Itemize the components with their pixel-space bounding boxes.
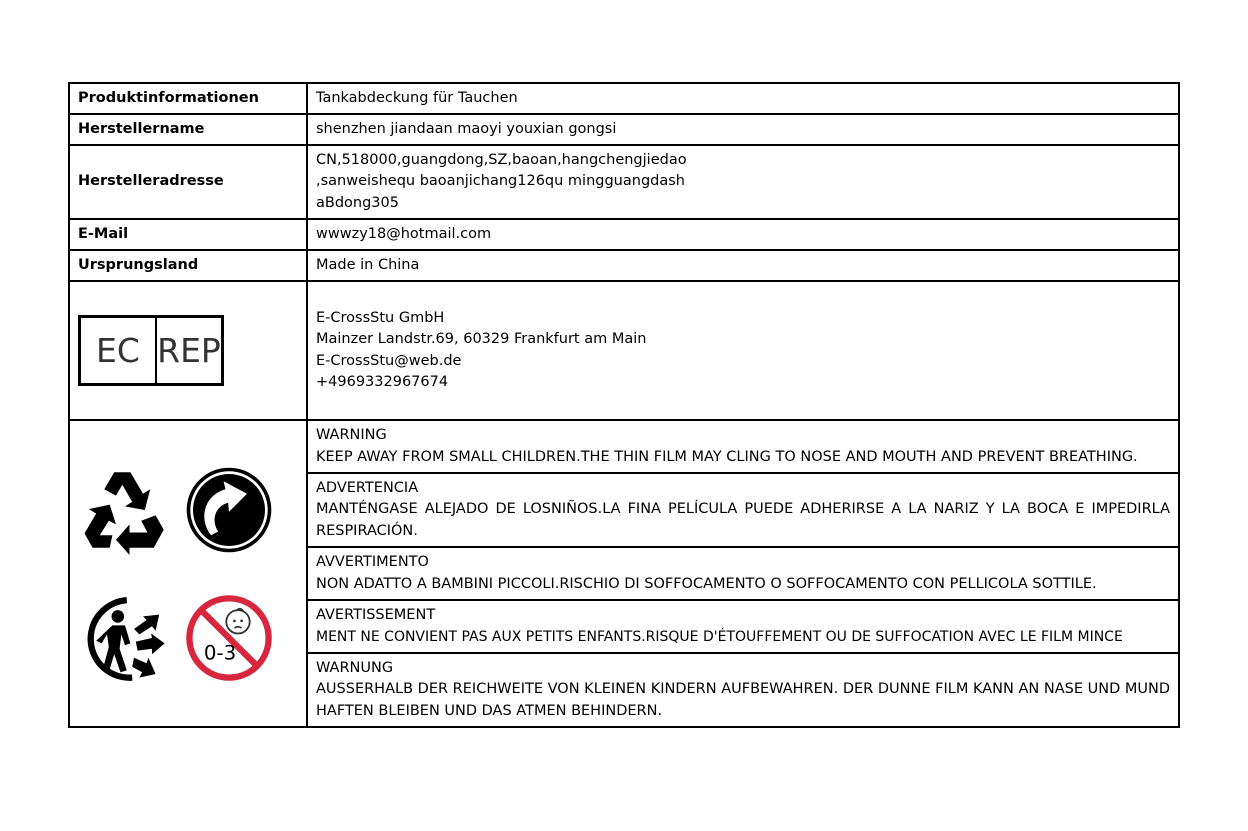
symbols-cell	[69, 420, 307, 727]
symbols-grid	[78, 465, 298, 683]
ec-rep-phone: +4969332967674	[316, 374, 449, 390]
warning-title: AVVERTIMENTO	[316, 554, 429, 570]
country-of-origin-label: Ursprungsland	[69, 250, 307, 281]
manufacturer-address-label: Herstelleradresse	[69, 145, 307, 219]
product-info-table	[68, 82, 1180, 728]
ec-rep-email: E-CrossStu@web.de	[316, 352, 462, 369]
country-of-origin-value: Made in China	[307, 250, 1179, 281]
address-line: ,sanweishequ baoanjichang126qu mingguangdash	[316, 173, 685, 190]
product-info-value: Tankabdeckung für Tauchen	[307, 83, 1179, 114]
table-row	[69, 281, 1179, 420]
address-line: CN,518000,guangdong,SZ,baoan,hangchengjiedao	[316, 151, 687, 168]
ec-rep-address: Mainzer Landstr.69, 60329 Frankfurt am Main	[316, 331, 647, 347]
email-label: E-Mail	[69, 219, 307, 250]
table-row	[69, 145, 1179, 219]
product-info-label: Produktinformationen	[69, 83, 307, 114]
table-row	[69, 114, 1179, 145]
warning-title: WARNUNG	[316, 659, 394, 676]
age-range-label: 0-3	[203, 641, 237, 665]
table-row	[69, 420, 1179, 473]
warning-text: AUSSERHALB DER REICHWEITE VON KLEINEN KINDERN AUFBEWAHREN. DER DUNNE FILM KANN AN NASE UND MUND HAFTEN BLEIBEN UND DAS ATMEN BEHINDERN.	[316, 681, 1170, 719]
manufacturer-address-value	[307, 145, 1179, 219]
table-row	[69, 219, 1179, 250]
table-row	[69, 83, 1179, 114]
warning-text: NON ADATTO A BAMBINI PICCOLI.RISCHIO DI SOFFOCAMENTO O SOFFOCAMENTO CON PELLICOLA SOTTILE.	[316, 575, 1097, 592]
warning-title: WARNING	[316, 427, 387, 443]
recycle-icon	[80, 465, 170, 555]
warning-title: ADVERTENCIA	[316, 479, 419, 496]
table-row	[69, 250, 1179, 281]
ec-rep-cell	[69, 281, 307, 420]
green-dot-icon	[184, 465, 274, 555]
rep-label: REP	[157, 330, 221, 370]
warning-it	[307, 547, 1179, 600]
ec-rep-details	[307, 281, 1179, 420]
ec-rep-symbol	[78, 315, 224, 386]
warning-es	[307, 473, 1179, 547]
warning-text: MANTÉNGASE ALEJADO DE LOSNIÑOS.LA FINA PELÍCULA PUEDE ADHERIRSE A LA NARIZ Y LA BOCA E IMPEDIRLA RESPIRACIÓN.	[316, 501, 1170, 539]
warning-en	[307, 420, 1179, 473]
warning-text: MENT NE CONVIENT PAS AUX PETITS ENFANTS.RISQUE D'ÉTOUFFEMENT OU DE SUFFOCATION AVEC LE FILM MINCE	[316, 628, 1123, 645]
age-warning-icon	[184, 593, 274, 683]
triman-icon	[80, 593, 170, 683]
address-line: aBdong305	[316, 194, 399, 211]
warning-fr	[307, 600, 1179, 653]
warning-title: AVERTISSEMENT	[316, 607, 436, 623]
manufacturer-name-label: Herstellername	[69, 114, 307, 145]
warning-text: KEEP AWAY FROM SMALL CHILDREN.THE THIN FILM MAY CLING TO NOSE AND MOUTH AND PREVENT BREATHING.	[316, 448, 1138, 465]
manufacturer-name-value: shenzhen jiandaan maoyi youxian gongsi	[307, 114, 1179, 145]
ec-rep-company: E-CrossStu GmbH	[316, 309, 445, 326]
ec-label: EC	[81, 318, 157, 383]
warning-de	[307, 653, 1179, 727]
email-value: wwwzy18@hotmail.com	[307, 219, 1179, 250]
